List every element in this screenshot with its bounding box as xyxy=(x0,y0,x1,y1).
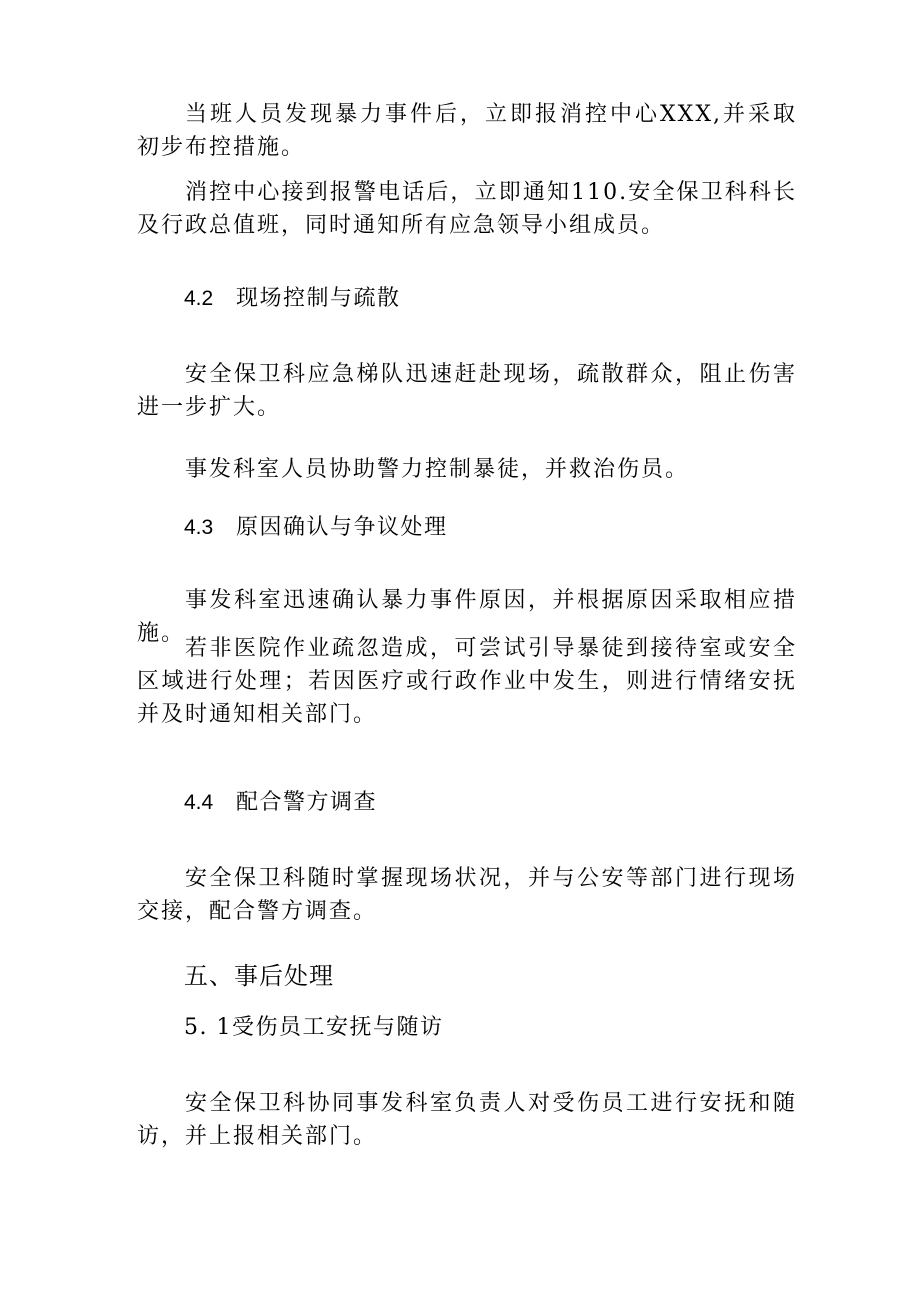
subheading-4-2 xyxy=(137,282,844,315)
subheading-4-3-number: 4.3 xyxy=(184,516,214,539)
subheading-4-4 xyxy=(137,786,844,819)
paragraph-control-rioter: 事发科室人员协助警力控制暴徒，并救治伤员。 xyxy=(185,457,690,482)
subheading-5-1: 5. 1受伤员工安抚与随访 xyxy=(184,1015,444,1040)
subheading-4-3 xyxy=(137,511,844,544)
paragraph-confirm-cause: 事发科室迅速确认暴力事件原因，并根据原因采取相应措施。 xyxy=(137,588,797,646)
paragraph-evacuation: 安全保卫科应急梯队迅速赶赴现场，疏散群众，阻止伤害进一步扩大。 xyxy=(137,362,797,420)
subheading-4-4-title: 配合警方调查 xyxy=(236,790,378,815)
paragraph-police-cooperation: 安全保卫科随时掌握现场状况，并与公安等部门进行现场交接，配合警方调查。 xyxy=(137,866,797,924)
paragraph-dispute-handling: 若非医院作业疏忽造成，可尝试引导暴徒到接待室或安全区域进行处理；若因医疗或行政作业中发生，则进行情绪安抚并及时通知相关部门。 xyxy=(137,636,797,727)
subheading-4-4-number: 4.4 xyxy=(184,791,214,814)
subheading-4-2-title: 现场控制与疏散 xyxy=(236,286,401,311)
subheading-4-2-number: 4.2 xyxy=(184,287,214,310)
paragraph-initial-report: 当班人员发现暴力事件后，立即报消控中心XXX,并采取初步布控措施。 xyxy=(137,102,797,160)
section-heading-5: 五、事后处理 xyxy=(184,962,334,990)
paragraph-notify-leaders: 消控中心接到报警电话后，立即通知110.安全保卫科科长及行政总值班，同时通知所有应急领导小组成员。 xyxy=(137,180,797,238)
paragraph-employee-followup: 安全保卫科协同事发科室负责人对受伤员工进行安抚和随访，并上报相关部门。 xyxy=(137,1091,797,1149)
subheading-4-3-title: 原因确认与争议处理 xyxy=(236,515,448,540)
